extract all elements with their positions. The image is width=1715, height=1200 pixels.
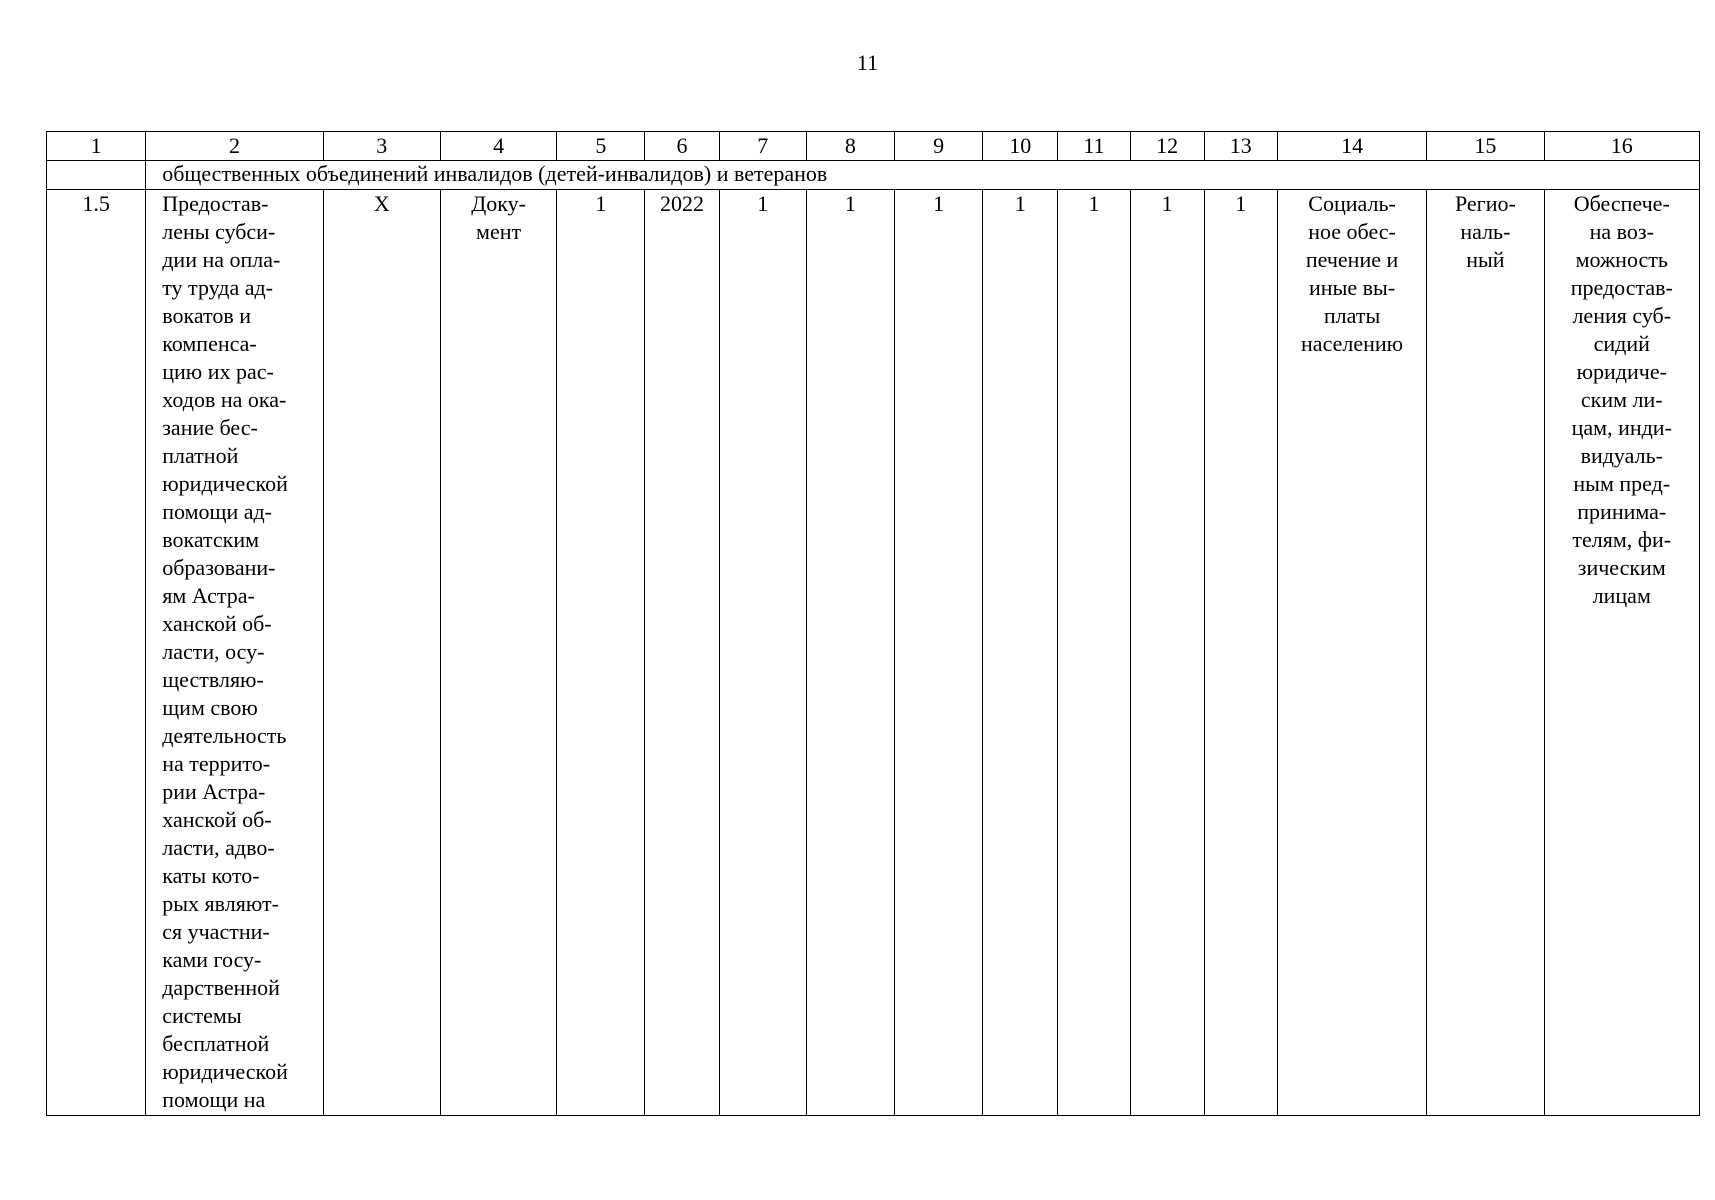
cell-col-3: [323, 190, 440, 1116]
description-cell: [146, 190, 323, 1116]
cell-col-10: [983, 190, 1058, 1116]
empty-cell: [47, 161, 146, 190]
column-number: 4: [440, 132, 556, 161]
column-number: 14: [1277, 132, 1426, 161]
cell-col-14: [1277, 190, 1426, 1116]
column-number: 11: [1058, 132, 1130, 161]
column-number: 8: [806, 132, 894, 161]
column-number: 16: [1544, 132, 1699, 161]
column-number: 2: [146, 132, 323, 161]
cell-text: 1: [1088, 191, 1100, 216]
page-number: 11: [856, 50, 879, 75]
cell-text: 1: [757, 191, 769, 216]
cell-col-9: [895, 190, 983, 1116]
cell-text: Доку- мент: [471, 191, 526, 244]
column-number: 13: [1204, 132, 1277, 161]
cell-col-16: [1544, 190, 1699, 1116]
cell-text: Х: [373, 191, 390, 216]
cell-text: 1: [1014, 191, 1026, 216]
column-number: 1: [47, 132, 146, 161]
column-number: 12: [1130, 132, 1204, 161]
row-number: 1.5: [82, 191, 110, 216]
cell-text: Социаль- ное обес- печение и иные вы- платы населению: [1301, 191, 1404, 356]
column-number: 15: [1427, 132, 1544, 161]
cell-text: 2022: [660, 191, 704, 216]
cell-text: 1: [595, 191, 607, 216]
cell-text: Регио- наль- ный: [1454, 191, 1516, 272]
cell-col-11: [1058, 190, 1130, 1116]
section-title: общественных объединений инвалидов (детей-инвалидов) и ветеранов: [146, 161, 1700, 190]
table-row: [47, 190, 1700, 1116]
column-number: 10: [983, 132, 1058, 161]
column-number: 9: [895, 132, 983, 161]
cell-text: 1: [933, 191, 945, 216]
description-text: Предостав- лены субси- дии на опла- ту труда ад- вокатов и компенса- цию их рас- ходов на ока- зание бес- платной юридической помощи ад- вокатским образовани- ям Астра- ханской об- ласти, осу- ществляю- щим свою деятельность на террито- рии Астра- ханской об- ласти, адво- каты кото- рых являют- ся участни- ками госу- дарственной системы бесплатной юридической помощи на: [162, 191, 288, 1112]
data-table: [46, 131, 1700, 1116]
cell-text: 1: [844, 191, 856, 216]
cell-text: 1: [1161, 191, 1173, 216]
cell-col-7: [719, 190, 806, 1116]
column-number: 3: [323, 132, 440, 161]
cell-col-4: [440, 190, 556, 1116]
cell-col-5: [557, 190, 645, 1116]
row-number-cell: [47, 190, 146, 1116]
cell-col-15: [1427, 190, 1544, 1116]
cell-text: 1: [1235, 191, 1247, 216]
cell-col-13: [1204, 190, 1277, 1116]
column-number-row: [47, 132, 1700, 161]
cell-col-12: [1130, 190, 1204, 1116]
cell-col-6: [645, 190, 719, 1116]
column-number: 6: [645, 132, 719, 161]
section-title-row: [47, 161, 1700, 190]
cell-text: Обеспече- на воз- можность предостав- ления суб- сидий юридиче- ским ли- цам, инди- видуаль- ным пред- принима- телям, фи- зическим лицам: [1570, 191, 1673, 608]
column-number: 7: [719, 132, 806, 161]
column-number: 5: [557, 132, 645, 161]
cell-col-8: [806, 190, 894, 1116]
